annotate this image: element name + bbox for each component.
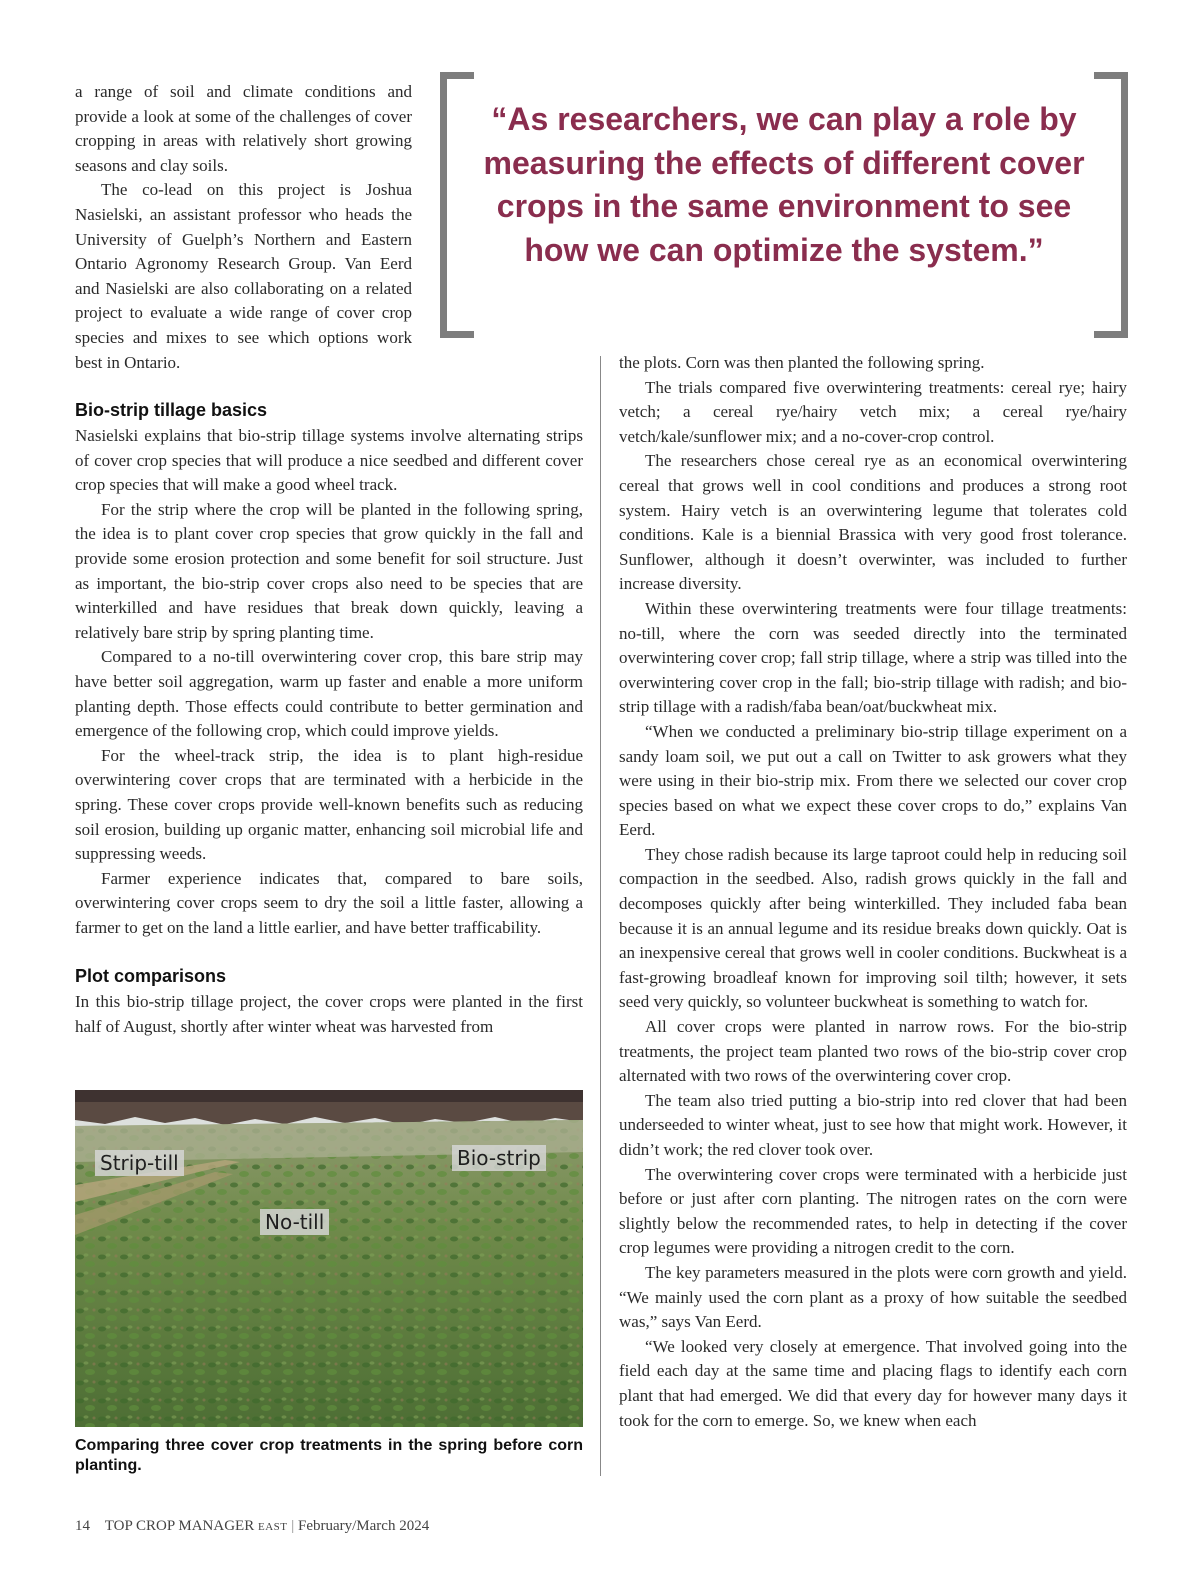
paragraph: The researchers chose cereal rye as an economical overwintering cereal that grows well in cool conditions and produces a strong root system. Hairy vetch is an overwintering legume that tolerates cold conditions. Kale is a biennial Brassica with very good frost tolerance. Sunflower, although it doesn’t overwinter, was included to further increase diversity.	[619, 451, 1127, 594]
paragraph: All cover crops were planted in narrow rows. For the bio-strip treatments, the project team planted two rows of the bio-strip cover crop alternated with two rows of the overwintering cover crop.	[619, 1017, 1127, 1086]
left-column-main	[75, 398, 583, 1040]
paragraph: For the wheel-track strip, the idea is to plant high-residue overwintering cover crops that are terminated with a herbicide in the spring. These cover crops provide well-known benefits such as reducing soil erosion, building up organic matter, enhancing soil microbial life and suppressing weeds.	[75, 745, 583, 864]
magazine-title: TOP CROP MANAGER	[104, 1518, 255, 1534]
paragraph: a range of soil and climate conditions and provide a look at some of the challenges of cover cropping in areas with relatively short growing seasons and clay soils.	[75, 82, 412, 175]
column-divider	[600, 356, 601, 1476]
edition-label: EAST	[257, 1521, 288, 1533]
paragraph: For the strip where the crop will be planted in the following spring, the idea is to plant cover crop species that grow quickly in the fall and provide some erosion protection and some benefit for soil structure. Just as important, the bio-strip cover crops also need to be species that are winterkilled and have residues that break down quickly, leaving a relatively bare strip by spring planting time.	[75, 499, 583, 642]
paragraph: “When we conducted a preliminary bio-strip tillage experiment on a sandy loam soil, we put out a call on Twitter to ask growers what they were using in their bio-strip mix. From there we selected our cover crop species based on what we expect these cover crops to do,” explains Van Eerd.	[619, 721, 1127, 840]
paragraph: The trials compared five overwintering treatments: cereal rye; hairy vetch; a cereal rye/hairy vetch mix; a cereal rye/hairy vetch/kale/sunflower mix; and a no-cover-crop control.	[619, 377, 1127, 446]
strip-till-label: Strip-till	[95, 1150, 184, 1176]
footer-separator: |	[291, 1518, 295, 1534]
pull-quote	[440, 72, 1128, 340]
left-column-top	[75, 80, 412, 375]
photo-caption: Comparing three cover crop treatments in the spring before corn planting.	[75, 1437, 583, 1474]
page-footer	[75, 1518, 429, 1535]
paragraph: The team also tried putting a bio-strip into red clover that had been underseeded to winter wheat, just to see how that might work. However, it didn’t work; the red clover took over.	[619, 1090, 1127, 1159]
section-heading: Plot comparisons	[75, 966, 227, 987]
right-bracket	[1094, 72, 1128, 338]
no-till-label: No-till	[260, 1209, 329, 1235]
paragraph: Within these overwintering treatments were four tillage treatments: no-till, where the corn was seeded directly into the terminated overwintering cover crop; fall strip tillage, where a strip was tilled into the overwintering cover crop in the fall; bio-strip tillage with radish; and bio-strip tillage with a radish/faba bean/oat/buckwheat mix.	[619, 598, 1127, 717]
bio-strip-label: Bio-strip	[452, 1145, 546, 1171]
paragraph: “We looked very closely at emergence. That involved going into the field each day at the same time and placing flags to identify each corn plant that had emerged. We did that every day for however many days it took for the corn to emerge. So, we knew when each	[619, 1336, 1127, 1430]
paragraph: They chose radish because its large taproot could help in reducing soil compaction in the seedbed. Also, radish grows quickly in the fall and decomposes quickly after being winterkilled. They included faba bean because it is an annual legume and its residue breaks down quickly. Oat is an inexpensive cereal that grows well in cooler conditions. Buckwheat is a fast-growing broadleaf known for improving soil tilth; however, it sets seed very quickly, so volunteer buckwheat is something to watch for.	[619, 844, 1127, 1012]
field-photo-graphic	[75, 1090, 583, 1427]
left-bracket	[440, 72, 474, 338]
pull-quote-text: “As researchers, we can play a role by measuring the effects of different cover crops in the same environment to see how we can optimize the system.”	[483, 101, 1085, 268]
paragraph: Nasielski explains that bio-strip tillage systems involve alternating strips of cover crop species that will produce a nice seedbed and different cover crop species that will make a good wheel track.	[75, 426, 583, 495]
paragraph: the plots. Corn was then planted the following spring.	[619, 353, 985, 372]
paragraph: Compared to a no-till overwintering cover crop, this bare strip may have better soil aggregation, warm up faster and enable a more uniform planting depth. Those effects could contribute to better germination and emergence of the following crop, which could improve yields.	[75, 647, 583, 741]
paragraph: The key parameters measured in the plots were corn growth and yield. “We mainly used the corn plant as a proxy of how suitable the seedbed was,” says Van Eerd.	[619, 1262, 1127, 1332]
page-number: 14	[75, 1518, 90, 1534]
paragraph: The overwintering cover crops were terminated with a herbicide just before or just after corn planting. The nitrogen rates on the corn were slightly below the recommended rates, to help in detecting if the cover crop legumes were providing a nitrogen credit to the corn.	[619, 1164, 1127, 1258]
issue-date: February/March 2024	[297, 1518, 430, 1534]
paragraph: Farmer experience indicates that, compared to bare soils, overwintering cover crops seem to dry the soil a little faster, allowing a farmer to get on the land a little earlier, and have better trafficability.	[75, 868, 583, 937]
paragraph: The co-lead on this project is Joshua Nasielski, an assistant professor who heads the University of Guelph’s Northern and Eastern Ontario Agronomy Research Group. Van Eerd and Nasielski are also collaborating on a related project to evaluate a wide range of cover crop species and mixes to see which options work best in Ontario.	[75, 180, 412, 372]
right-column	[619, 351, 1127, 1433]
field-photo	[75, 1090, 583, 1427]
section-heading: Bio-strip tillage basics	[75, 400, 268, 420]
paragraph: In this bio-strip tillage project, the cover crops were planted in the first half of August, shortly after winter wheat was harvested from	[75, 992, 583, 1037]
